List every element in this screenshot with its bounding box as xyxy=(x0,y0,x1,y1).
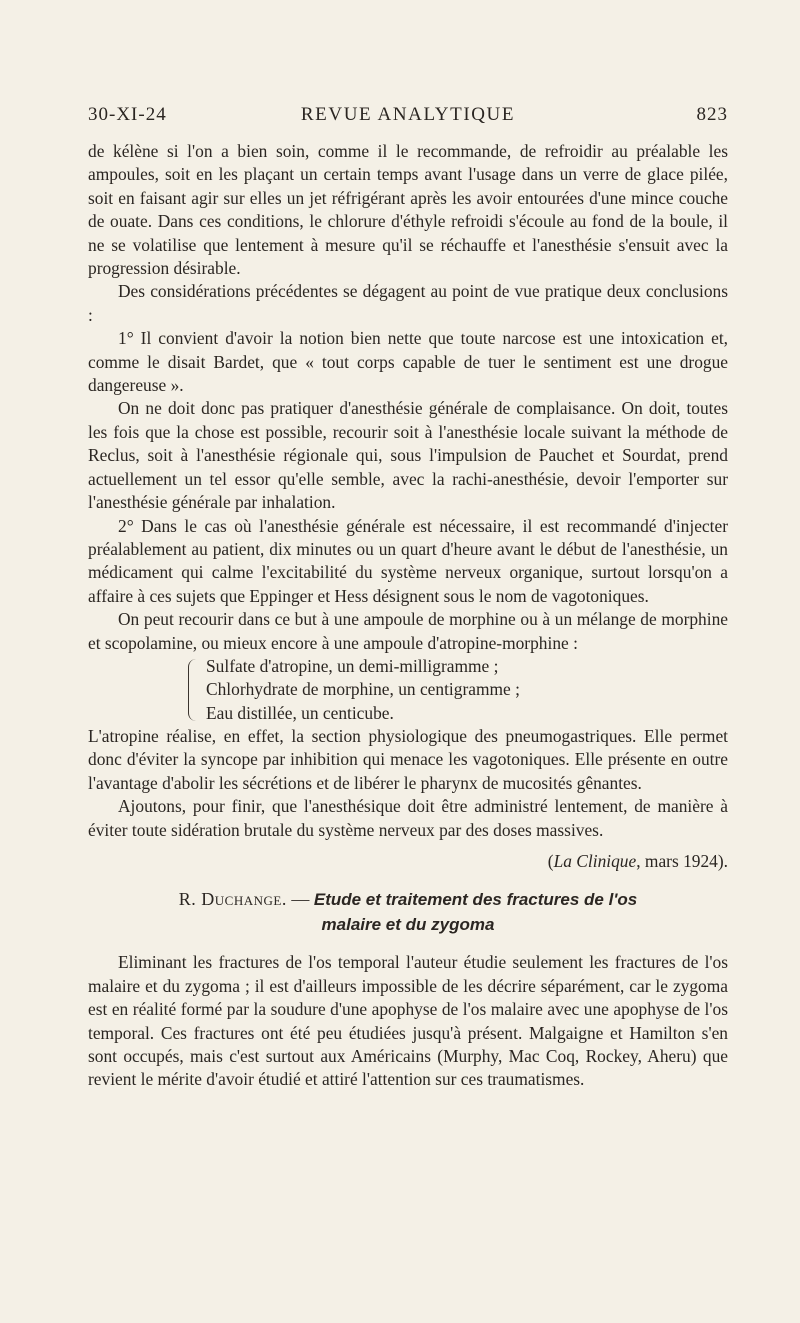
paragraph: L'atropine réalise, en effet, la section physiologique des pneumogastriques. Elle permet donc d'éviter la syncope par inhibition qui menace les vagotoniques. Elle présente en outre l'avantage d'abolir les sécrétions et de libérer le pharynx de mucosités gênantes. xyxy=(88,725,728,793)
brace-icon xyxy=(188,659,197,721)
paragraph-conclusion-2: 2° Dans le cas où l'anesthésie générale est nécessaire, il est recommandé d'injecter préalablement au patient, dix minutes ou un quart d'heure avant le début de l'anesthésie, un médicament qui calme l'excitabilité du système nerveux organique, surtout lorsqu'on a affaire à ces sujets que Eppinger et Hess désignent sous le nom de vagotoniques. xyxy=(88,515,728,606)
heading-dash: — xyxy=(286,889,314,910)
formula-line: Chlorhydrate de morphine, un centigramme ; xyxy=(206,679,520,700)
citation-date: , mars 1924). xyxy=(636,850,728,871)
citation-journal: La Clinique xyxy=(553,850,637,871)
prescription-formula xyxy=(188,655,728,725)
page-number: 823 xyxy=(696,104,728,125)
paragraph: Ajoutons, pour finir, que l'anesthésique doit être administré lentement, de manière à éviter toute sidération brutale du système nerveux par des doses massives. xyxy=(88,796,728,840)
formula-line: Sulfate d'atropine, un demi-milligramme ; xyxy=(206,655,499,676)
citation xyxy=(88,850,728,873)
article-body xyxy=(88,140,728,1092)
paragraph: On ne doit donc pas pratiquer d'anesthésie générale de complaisance. On doit, toutes les fois que la chose est possible, recourir soit à l'anesthésie locale suivant la méthode de Reclus, soit à l'anesthésie régionale qui, sous l'impulsion de Pauchet et Sourdat, prend actuellement un tel essor qu'elle semble, avec la rachi-anesthésie, devoir l'emporter sur l'anesthésie générale par inhalation. xyxy=(88,398,728,513)
paragraph: On peut recourir dans ce but à une ampoule de morphine ou à un mélange de morphine et scopolamine, ou mieux encore à une ampoule d'atropine-morphine : xyxy=(88,609,728,653)
paragraph-conclusion-1: 1° Il convient d'avoir la notion bien nette que toute narcose est une intoxication et, comme le disait Bardet, que « tout corps capable de tuer le sentiment est une drogue dangereuse ». xyxy=(88,328,728,396)
formula-line: Eau distillée, un centicube. xyxy=(206,702,394,723)
running-header xyxy=(88,104,728,130)
paragraph: Des considérations précédentes se dégagent au point de vue pratique deux conclusions : xyxy=(88,281,728,325)
paragraph-continuation: de kélène si l'on a bien soin, comme il le recommande, de refroidir au préalable les ampoules, soit en les plaçant un certain temps avant l'usage dans un verre de glace pilée, soit en faisant agir sur elles un jet réfrigérant après les avoir entourées d'une mince couche de ouate. Dans ces conditions, le chlorure d'éthyle refroidi s'écoule au fond de la boule, il ne se volatilise que lentement à mesure qu'il se réchauffe et l'anesthésie s'ensuit avec la progression désirable. xyxy=(88,141,728,279)
journal-title: REVUE ANALYTIQUE xyxy=(300,104,516,125)
author-name: Duchange. xyxy=(201,889,287,910)
citation-open: ( xyxy=(547,850,554,871)
section-title-line2: malaire et du zygoma xyxy=(321,915,495,935)
author-initial: R. xyxy=(178,889,202,910)
section-paragraph: Eliminant les fractures de l'os temporal l'auteur étudie seulement les fractures de l'os malaire et du zygoma ; il est d'ailleurs impossible de les décrire séparément, car le zygoma est en réalité formé par la soudure d'une apophyse de l'os malaire avec une apophyse de l'os temporal. Ces fractures ont été peu étudiées jusqu'à présent. Malgaigne et Hamilton s'en sont occupés, mais c'est surtout aux Américains (Murphy, Mac Coq, Rockey, Aheru) que revient le mérite d'avoir étudié et attiré l'attention sur ces traumatismes. xyxy=(88,952,728,1090)
issue-date: 30-XI-24 xyxy=(88,104,167,125)
section-title-line1: Etude et traitement des fractures de l'os xyxy=(313,890,638,910)
section-heading xyxy=(88,887,728,937)
